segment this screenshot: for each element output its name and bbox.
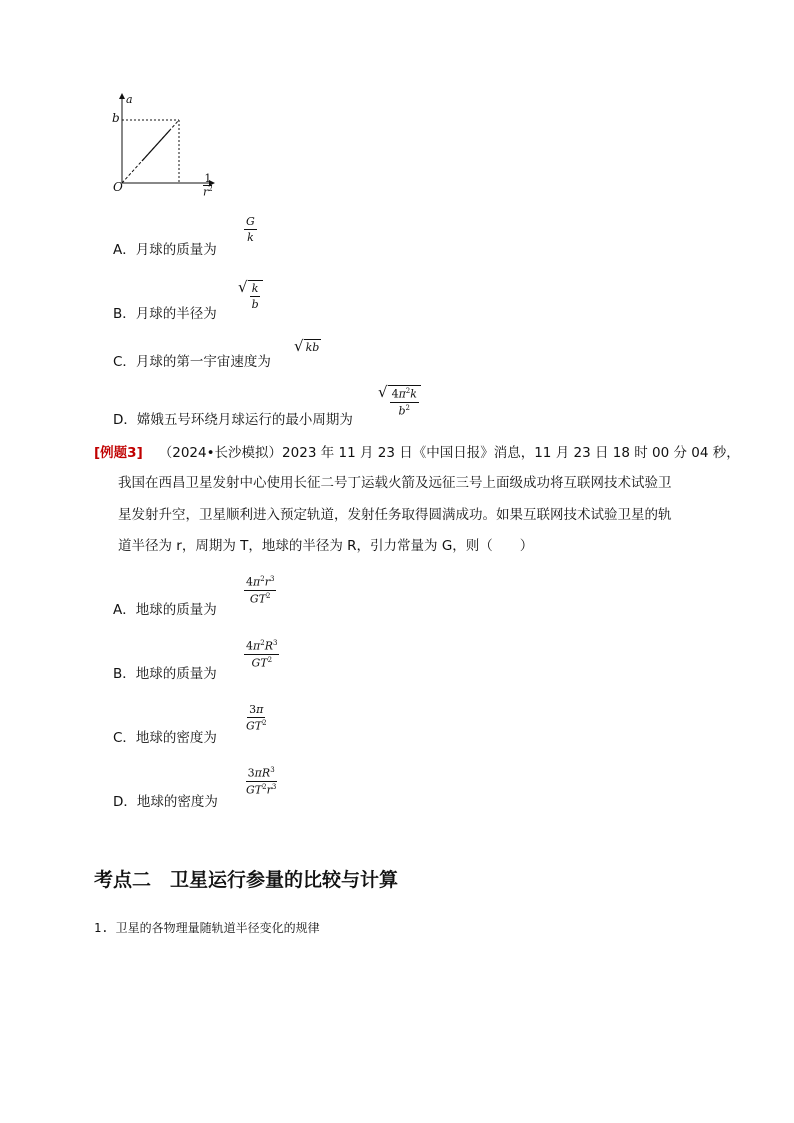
prev-option-b-formula: √ $\frac{k}{b}$ [238,280,263,311]
prev-option-c-formula: √ kb [294,337,320,355]
x-axis-label-r: r [203,185,209,199]
prev-option-b[interactable]: B．月球的半径为 [113,306,217,322]
x-axis-label-den [203,186,213,198]
example-3-line1: （2024•长沙模拟）2023 年 11 月 23 日《中国日报》消息，11 月 23 日 18 时 00 分 04 秒， [158,445,740,461]
ex3-option-a-formula: $\frac{4\pi^2r^3}{GT^2}$ [246,575,275,606]
ex3-option-c-formula: $\frac{3\pi}{GT^2}$ [246,703,267,733]
x-axis-label-exp: 2 [208,184,213,193]
ex3-option-b-formula: $\frac{4\pi^2R^3}{GT^2}$ [246,639,278,670]
x-axis-label-num: 1 [204,172,212,185]
section-heading: 考点二 卫星运行参量的比较与计算 [94,869,399,891]
prev-option-d-formula: √ $\frac{4\pi^2k}{b^2}$ [378,385,421,417]
y-axis-label: a [126,93,133,106]
ex3-option-c[interactable]: C．地球的密度为 [113,730,217,746]
x-axis-label [203,173,213,198]
data-line [142,130,170,161]
prev-option-a[interactable]: A．月球的质量为 [113,242,217,258]
example-3-line2: 我国在西昌卫星发射中心使用长征二号丁运载火箭及远征三号上面级成功将互联网技术试验卫 [118,475,672,491]
section-item-1: 1. 卫星的各物理量随轨道半径变化的规律 [94,921,320,935]
ex3-option-d[interactable]: D．地球的密度为 [113,794,218,810]
prev-option-d[interactable]: D．嫦娥五号环绕月球运行的最小周期为 [113,412,353,428]
prev-option-a-formula: $\frac{G}{k}$ [246,215,255,244]
example-3-line4: 道半径为 r，周期为 T，地球的半径为 R，引力常量为 G，则（ ） [118,538,534,554]
ex3-option-a[interactable]: A．地球的质量为 [113,602,217,618]
example-3-line3: 星发射升空，卫星顺利进入预定轨道，发射任务取得圆满成功。如果互联网技术试验卫星的轨 [118,507,672,523]
y-tick-label: b [112,111,120,125]
prev-option-c[interactable]: C．月球的第一宇宙速度为 [113,354,271,370]
ex3-option-b[interactable]: B．地球的质量为 [113,666,217,682]
example-3-tag: [例题3] [94,445,143,461]
example-3-first-line [94,441,740,461]
ex3-option-d-formula: $\frac{3\pi R^3}{GT^2r^3}$ [246,766,277,797]
origin-label: O [113,180,123,194]
